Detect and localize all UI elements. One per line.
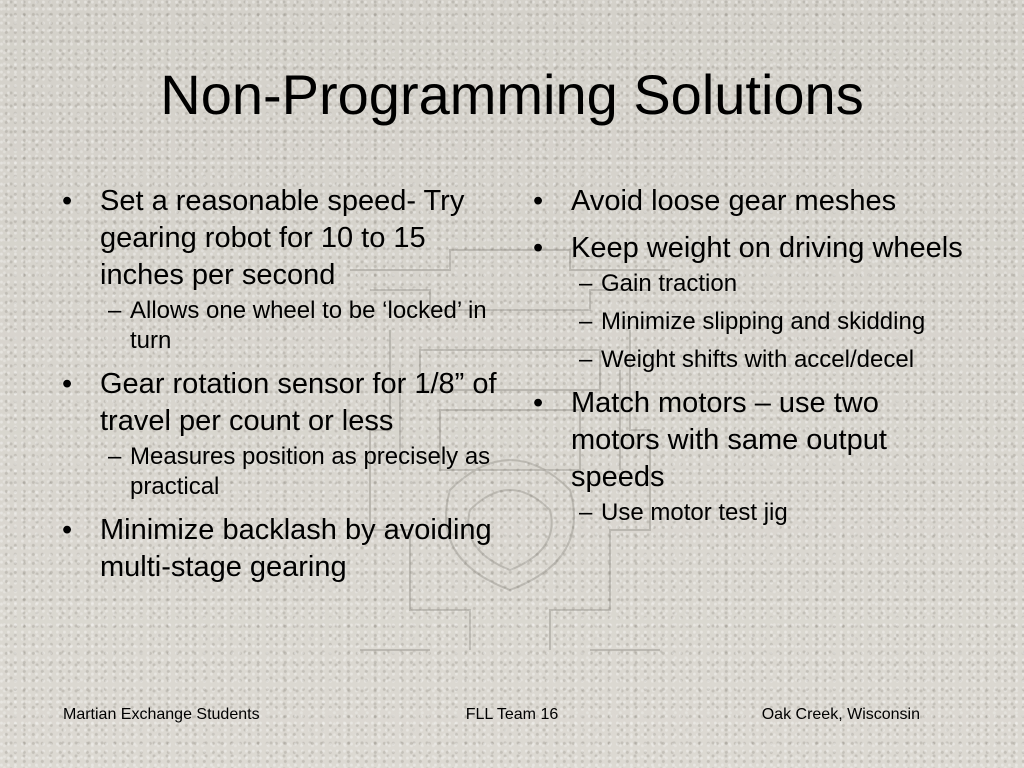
sub-bullet-list — [92, 442, 498, 502]
slide-title: Non-Programming Solutions — [160, 63, 864, 126]
bullet-item — [58, 366, 498, 502]
bullet-item — [529, 183, 969, 220]
bullet-item — [529, 230, 969, 375]
bullet-text: Set a reasonable speed- Try gearing robot for 10 to 15 inches per second — [100, 185, 465, 291]
bullet-item — [529, 385, 969, 528]
sub-bullet-list — [563, 498, 969, 528]
bullet-text: Match motors – use two motors with same output speeds — [571, 387, 887, 493]
right-bullet-list — [529, 183, 969, 538]
footer-center-text: FLL Team 16 — [465, 706, 559, 723]
sub-bullet-item: – Gain traction — [563, 269, 969, 299]
sub-bullet-item: – Weight shifts with accel/decel — [563, 345, 969, 375]
sub-bullet-list — [92, 296, 498, 356]
left-bullet-list — [58, 183, 498, 596]
sub-bullet-list — [563, 269, 969, 375]
bullet-text: Minimize backlash by avoiding multi-stage gearing — [100, 514, 492, 583]
sub-bullet-item: – Use motor test jig — [563, 498, 969, 528]
footer-left-text: Martian Exchange Students — [63, 706, 260, 723]
bullet-item — [58, 512, 498, 586]
bullet-text: Avoid loose gear meshes — [571, 185, 897, 217]
footer-right-text: Oak Creek, Wisconsin — [761, 706, 920, 723]
sub-bullet-item: – Minimize slipping and skidding — [563, 307, 969, 337]
bullet-text: Gear rotation sensor for 1/8” of travel per count or less — [100, 368, 497, 437]
bullet-text: Keep weight on driving wheels — [571, 232, 963, 264]
sub-bullet-item: – Measures position as precisely as practical — [92, 442, 498, 502]
sub-bullet-item: – Allows one wheel to be ‘locked’ in turn — [92, 296, 498, 356]
bullet-item — [58, 183, 498, 356]
